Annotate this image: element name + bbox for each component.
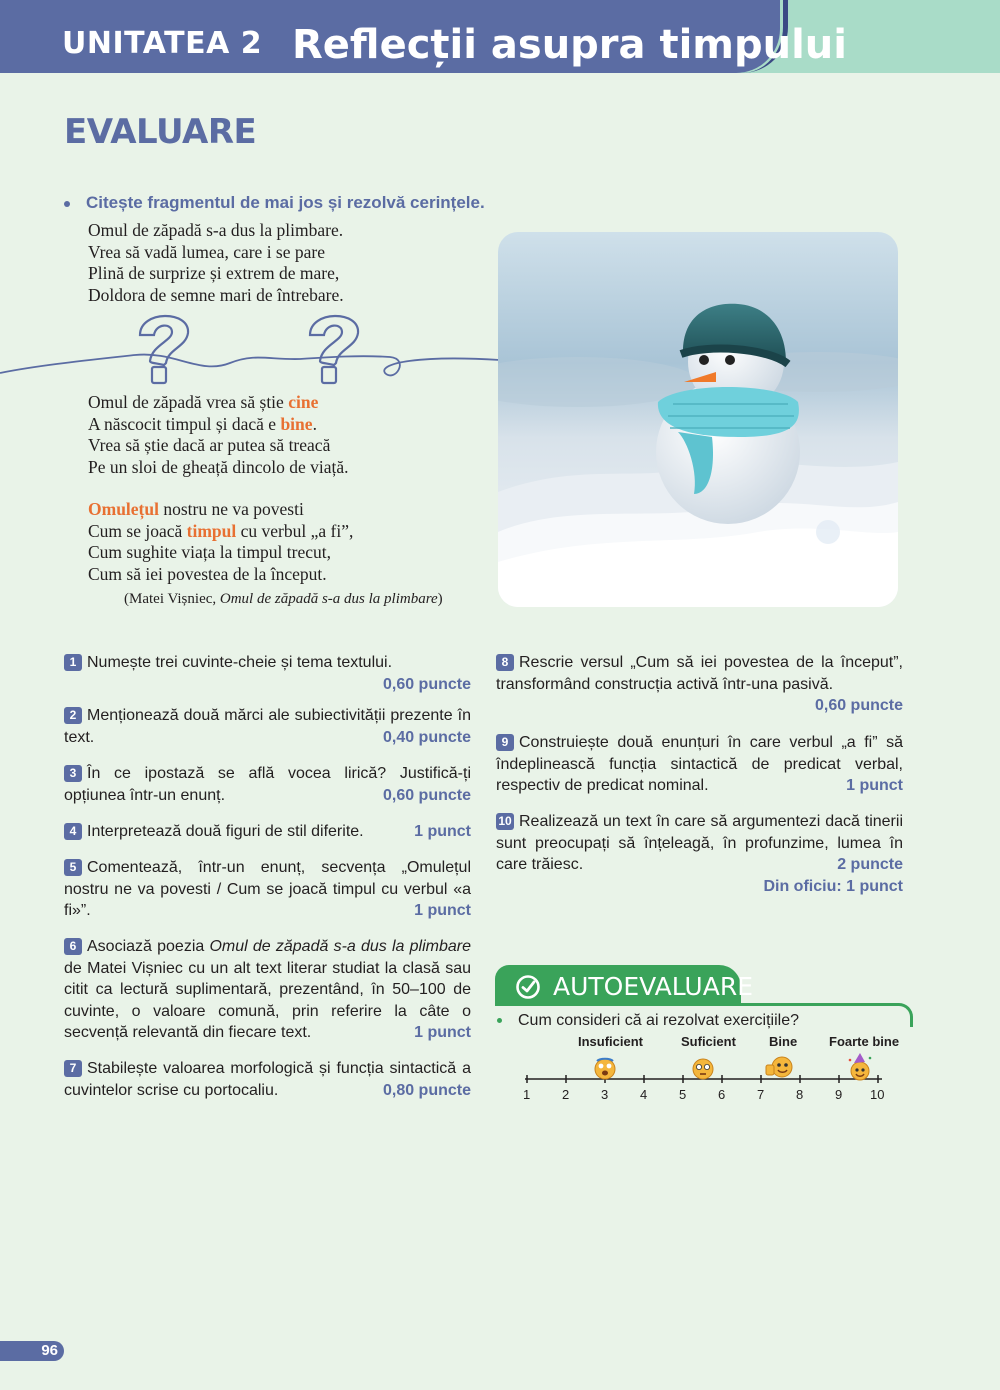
- question-2: [64, 705, 471, 748]
- scale-tick-7: 7: [757, 1087, 765, 1102]
- question-number: 10: [496, 813, 514, 830]
- poem-stanza-2: [88, 392, 348, 478]
- poem-text: nostru ne va povesti: [158, 499, 304, 519]
- neutral-face-icon: [693, 1059, 713, 1079]
- question-number: 4: [64, 823, 82, 840]
- autoevaluare-question-text: Cum consideri că ai rezolvat exercițiile?: [518, 1012, 799, 1029]
- section-title: EVALUARE: [64, 112, 257, 152]
- question-5: [64, 857, 471, 922]
- poem-text: Cum se joacă: [88, 520, 187, 541]
- page-number: 96: [41, 1342, 58, 1359]
- level-suficient: Suficient: [681, 1034, 736, 1049]
- question-points: 0,80 puncte: [382, 1081, 471, 1099]
- question-text: Realizează un text în care să argumentezi dacă tinerii sunt preocupați să înțeleagă, în profunzime, lumea în care trăiesc.: [496, 813, 903, 873]
- question-text: Interpretează două figuri de stil diferite.: [87, 823, 364, 840]
- question-points: 0,60 puncte: [814, 697, 903, 714]
- poem-line: Plină de surprize și extrem de mare,: [88, 263, 340, 283]
- autoevaluare-underline: [495, 1003, 745, 1006]
- question-points: 0,60 puncte: [382, 675, 471, 693]
- question-text: Construiește două enunțuri în care verbul „a fi” să îndeplinească funcția sintactică de predicat verbal, respectiv de predicat nominal.: [496, 734, 903, 794]
- poem-line: Cum să iei povestea de la început.: [88, 563, 327, 584]
- scale-tick-3: 3: [601, 1087, 609, 1102]
- instruction: [64, 193, 485, 213]
- question-number: 7: [64, 1060, 82, 1077]
- question-mark-icon: [310, 316, 358, 383]
- level-insuficient: Insuficient: [578, 1034, 644, 1049]
- question-points: 0,40 puncte: [382, 728, 471, 746]
- poem-source: [124, 591, 443, 608]
- unit-title: Reflecții asupra timpului: [292, 22, 847, 68]
- poem-line: [88, 414, 348, 436]
- instruction-text: Citește fragmentul de mai jos și rezolvă cerințele.: [86, 193, 485, 212]
- snowman-photo: [498, 232, 898, 607]
- question-text: În ce ipostază se află vocea lirică? Justifică-ți opțiunea într-un enunț.: [64, 765, 471, 804]
- question-10: [496, 811, 903, 897]
- source-work: Omul de zăpadă s-a dus la plimbare: [219, 591, 438, 607]
- poem-text: cu verbul „a fi”,: [236, 520, 354, 541]
- question-points: 1 punct: [846, 777, 903, 794]
- question-number: 2: [64, 707, 82, 724]
- scale-tick-2: 2: [562, 1087, 570, 1102]
- official-points: Din oficiu: 1 punct: [763, 877, 903, 895]
- question-number: 3: [64, 765, 82, 782]
- poem-line: Vrea să vadă lumea, care i se pare: [88, 241, 326, 262]
- highlight-word: Omulețul: [88, 499, 159, 519]
- rating-scale[interactable]: [520, 1052, 890, 1086]
- bullet-icon: [497, 1018, 502, 1023]
- source-end: ): [437, 591, 443, 607]
- question-number: 5: [64, 859, 82, 876]
- poem-line: Vrea să știe dacă ar putea să treacă: [88, 435, 331, 455]
- poem-line: Pe un sloi de gheață dincolo de viață.: [88, 456, 349, 477]
- worried-face-icon: [595, 1059, 615, 1079]
- question-work-title: Omul de zăpadă s-a dus la plimbare: [209, 938, 471, 955]
- autoevaluare-question: [497, 1012, 799, 1030]
- bullet-icon: [64, 201, 70, 207]
- highlight-word: bine: [280, 413, 313, 434]
- question-points: 2 puncte: [837, 856, 903, 873]
- question-points: 1 punct: [414, 1024, 471, 1041]
- poem-line: [88, 499, 353, 521]
- poem-text: A născocit timpul și dacă e: [88, 413, 281, 434]
- question-points: 0,60 puncte: [382, 786, 471, 804]
- scale-tick-8: 8: [796, 1087, 804, 1102]
- question-text: Menționează două mărci ale subiectivității prezente în text.: [64, 707, 471, 746]
- question-points: 1 punct: [414, 902, 471, 919]
- question-number: 8: [496, 654, 514, 671]
- question-8: [496, 652, 903, 717]
- poem-line: Omul de zăpadă s-a dus la plimbare.: [88, 220, 344, 240]
- snowman-illustration: [498, 232, 898, 607]
- question-number: 6: [64, 938, 82, 955]
- question-mark-icon: [140, 316, 188, 383]
- question-text: de Matei Vișniec cu un alt text literar studiat la clasă sau citit ca lectură suplimentară, prezentând, în 50–100 de cuvinte, o valoare comună, prin referire la câte o secvență relevantă din fiecare text.: [64, 959, 471, 1041]
- question-3: [64, 763, 471, 806]
- highlight-word: timpul: [186, 520, 237, 541]
- party-face-icon: [849, 1053, 872, 1080]
- level-bine: Bine: [769, 1034, 798, 1049]
- scale-tick-4: 4: [640, 1087, 648, 1102]
- scale-tick-5: 5: [679, 1087, 687, 1102]
- thumbs-up-face-icon: [766, 1057, 792, 1077]
- highlight-word: cine: [288, 392, 319, 412]
- poem-stanza-3: [88, 499, 353, 585]
- question-text: Stabilește valoarea morfologică și funcția sintactică a cuvintelor scrise cu portocaliu.: [64, 1060, 471, 1099]
- question-7: [64, 1058, 471, 1101]
- question-4: [64, 821, 471, 843]
- scale-tick-9: 9: [835, 1087, 843, 1102]
- unit-label: UNITATEA 2: [62, 26, 263, 61]
- poem-line: Doldora de semne mari de întrebare.: [88, 284, 344, 305]
- question-text: Comentează, într-un enunț, secvența „Omulețul nostru ne va povesti / Cum se joacă timpul cu verbul «a fi»”.: [64, 859, 471, 919]
- scale-tick-10: 10: [870, 1087, 885, 1102]
- autoevaluare-title: AUTOEVALUARE: [553, 972, 753, 1001]
- question-text: Asociază poezia: [87, 938, 210, 955]
- question-marks-decoration: [0, 305, 500, 390]
- poem-text: .: [312, 413, 317, 434]
- question-text: Numește trei cuvinte-cheie și tema textului.: [87, 654, 393, 671]
- poem-line: [88, 521, 353, 543]
- question-9: [496, 732, 903, 797]
- check-circle-icon: [515, 974, 541, 1000]
- poem-stanza-1: [88, 220, 344, 306]
- poem-line: [88, 392, 348, 414]
- level-foarte-bine: Foarte bine: [829, 1034, 900, 1049]
- question-points: 1 punct: [414, 823, 471, 840]
- question-1: [64, 652, 471, 695]
- scale-tick-6: 6: [718, 1087, 726, 1102]
- poem-text: Omul de zăpadă vrea să știe: [88, 392, 289, 412]
- source-author: (Matei Vișniec,: [124, 591, 220, 607]
- poem-line: Cum sughite viața la timpul trecut,: [88, 542, 332, 562]
- question-text: Rescrie versul „Cum să iei povestea de la început”, transformând construcția activă într-una pasivă.: [496, 654, 903, 693]
- question-number: 9: [496, 734, 514, 751]
- scale-tick-1: 1: [523, 1087, 531, 1102]
- question-6: [64, 936, 471, 1044]
- page-number-badge: [0, 1341, 64, 1361]
- question-number: 1: [64, 654, 82, 671]
